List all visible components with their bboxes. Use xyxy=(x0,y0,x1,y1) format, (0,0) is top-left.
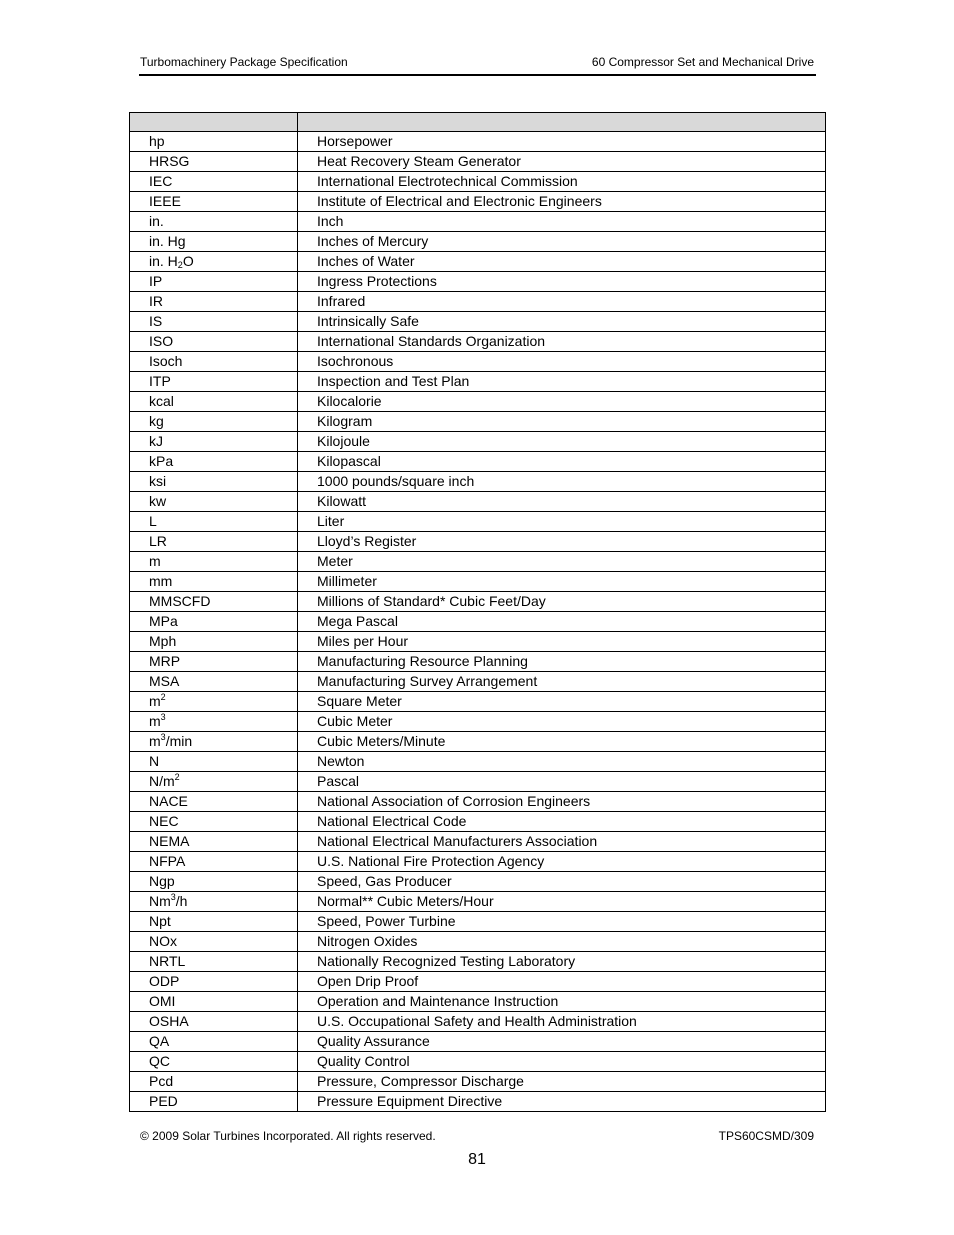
table-row xyxy=(130,232,826,252)
table-row xyxy=(130,912,826,932)
meaning-cell: Inches of Mercury xyxy=(298,232,826,252)
meaning-cell: Operation and Maintenance Instruction xyxy=(298,992,826,1012)
running-header-section: 60 Compressor Set and Mechanical Drive xyxy=(591,55,814,69)
table-row xyxy=(130,832,826,852)
meaning-cell: Pascal xyxy=(298,772,826,792)
meaning-cell: Horsepower xyxy=(298,132,826,152)
meaning-cell: 1000 pounds/square inch xyxy=(298,472,826,492)
abbreviation-cell: MRP xyxy=(130,652,298,672)
abbreviation-cell: mm xyxy=(130,572,298,592)
meaning-cell: Quality Assurance xyxy=(298,1032,826,1052)
meaning-cell: Quality Control xyxy=(298,1052,826,1072)
abbreviation-cell: Ngp xyxy=(130,872,298,892)
meaning-cell: Kilopascal xyxy=(298,452,826,472)
meaning-cell: Liter xyxy=(298,512,826,532)
abbreviation-cell: Nm$^3$/h xyxy=(130,892,298,912)
table-row xyxy=(130,512,826,532)
abbreviation-cell: L xyxy=(130,512,298,532)
abbreviation-cell: ITP xyxy=(130,372,298,392)
abbreviation-cell: $m^2$ xyxy=(130,692,298,712)
table-row xyxy=(130,532,826,552)
table-row xyxy=(130,272,826,292)
abbreviation-cell: in. xyxy=(130,212,298,232)
table-row xyxy=(130,1052,826,1072)
meaning-cell: Kilocalorie xyxy=(298,392,826,412)
abbreviation-cell: NEC xyxy=(130,812,298,832)
abbreviation-cell: Mph xyxy=(130,632,298,652)
meaning-cell: Kilogram xyxy=(298,412,826,432)
abbreviation-cell: OMI xyxy=(130,992,298,1012)
table-row xyxy=(130,852,826,872)
meaning-cell: Meter xyxy=(298,552,826,572)
meaning-cell: International Electrotechnical Commission xyxy=(298,172,826,192)
table-row xyxy=(130,1072,826,1092)
meaning-cell: Inch xyxy=(298,212,826,232)
abbreviation-cell: ksi xyxy=(130,472,298,492)
table-row xyxy=(130,732,826,752)
meaning-cell: Open Drip Proof xyxy=(298,972,826,992)
abbreviation-cell: in. Hg xyxy=(130,232,298,252)
meaning-cell: Intrinsically Safe xyxy=(298,312,826,332)
abbreviation-cell: PED xyxy=(130,1092,298,1112)
table-header-cell xyxy=(298,113,826,132)
meaning-cell: Manufacturing Survey Arrangement xyxy=(298,672,826,692)
abbreviation-cell: Isoch xyxy=(130,352,298,372)
abbreviation-cell: NFPA xyxy=(130,852,298,872)
table-row xyxy=(130,412,826,432)
abbreviation-cell: QC xyxy=(130,1052,298,1072)
table-header-row xyxy=(130,113,826,132)
table-row xyxy=(130,372,826,392)
page-number: 81 xyxy=(468,1151,486,1168)
meaning-cell: National Electrical Code xyxy=(298,812,826,832)
abbreviation-cell: in. $H_2O$ xyxy=(130,252,298,272)
document-id: TPS60CSMD/309 xyxy=(718,1129,814,1143)
abbreviation-cell: NRTL xyxy=(130,952,298,972)
table-row xyxy=(130,792,826,812)
abbreviation-cell: Pcd xyxy=(130,1072,298,1092)
abbreviation-cell: kw xyxy=(130,492,298,512)
meaning-cell: Pressure Equipment Directive xyxy=(298,1092,826,1112)
running-header-title: Turbomachinery Package Specification xyxy=(140,55,348,69)
table-row xyxy=(130,192,826,212)
abbreviation-cell: HRSG xyxy=(130,152,298,172)
table-row xyxy=(130,712,826,732)
meaning-cell: Square Meter xyxy=(298,692,826,712)
abbreviation-cell: hp xyxy=(130,132,298,152)
table-row xyxy=(130,692,826,712)
table-row xyxy=(130,612,826,632)
abbreviation-cell: IEEE xyxy=(130,192,298,212)
abbreviation-cell: $N/m^2$ xyxy=(130,772,298,792)
meaning-cell: National Electrical Manufacturers Association xyxy=(298,832,826,852)
abbreviation-cell: NOx xyxy=(130,932,298,952)
table-row xyxy=(130,632,826,652)
meaning-cell: Isochronous xyxy=(298,352,826,372)
abbreviation-cell: kg xyxy=(130,412,298,432)
abbreviation-cell: $m^3/\min$ xyxy=(130,732,298,752)
table-row xyxy=(130,292,826,312)
meaning-cell: Millions of Standard* Cubic Feet/Day xyxy=(298,592,826,612)
table-row xyxy=(130,172,826,192)
meaning-cell: Pressure, Compressor Discharge xyxy=(298,1072,826,1092)
abbreviations-table xyxy=(129,112,826,1112)
table-row xyxy=(130,892,826,912)
meaning-cell: Cubic Meter xyxy=(298,712,826,732)
table-row xyxy=(130,992,826,1012)
table-row xyxy=(130,772,826,792)
meaning-cell: Heat Recovery Steam Generator xyxy=(298,152,826,172)
table-row xyxy=(130,672,826,692)
abbreviation-cell: QA xyxy=(130,1032,298,1052)
table-row xyxy=(130,932,826,952)
abbreviation-cell: IEC xyxy=(130,172,298,192)
meaning-cell: International Standards Organization xyxy=(298,332,826,352)
table-row xyxy=(130,812,826,832)
meaning-cell: Kilowatt xyxy=(298,492,826,512)
table-row xyxy=(130,1032,826,1052)
abbreviation-cell: MPa xyxy=(130,612,298,632)
table-row xyxy=(130,312,826,332)
meaning-cell: Inches of Water xyxy=(298,252,826,272)
abbreviation-cell: ODP xyxy=(130,972,298,992)
table-row xyxy=(130,592,826,612)
meaning-cell: Speed, Gas Producer xyxy=(298,872,826,892)
meaning-cell: Kilojoule xyxy=(298,432,826,452)
abbreviation-cell: IP xyxy=(130,272,298,292)
table-row xyxy=(130,332,826,352)
table-row xyxy=(130,652,826,672)
abbreviation-cell: kJ xyxy=(130,432,298,452)
meaning-cell: Miles per Hour xyxy=(298,632,826,652)
abbreviation-cell: m xyxy=(130,552,298,572)
table-row xyxy=(130,752,826,772)
table-row xyxy=(130,552,826,572)
table-row xyxy=(130,152,826,172)
abbreviation-cell: MMSCFD xyxy=(130,592,298,612)
meaning-cell: Newton xyxy=(298,752,826,772)
table-row xyxy=(130,952,826,972)
abbreviation-cell: kcal xyxy=(130,392,298,412)
meaning-cell: Manufacturing Resource Planning xyxy=(298,652,826,672)
abbreviation-cell: N xyxy=(130,752,298,772)
meaning-cell: U.S. Occupational Safety and Health Administration xyxy=(298,1012,826,1032)
meaning-cell: Inspection and Test Plan xyxy=(298,372,826,392)
meaning-cell: Speed, Power Turbine xyxy=(298,912,826,932)
table-row xyxy=(130,872,826,892)
meaning-cell: Nitrogen Oxides xyxy=(298,932,826,952)
meaning-cell: Ingress Protections xyxy=(298,272,826,292)
meaning-cell: Millimeter xyxy=(298,572,826,592)
table-row xyxy=(130,1092,826,1112)
table-row xyxy=(130,492,826,512)
meaning-cell: Institute of Electrical and Electronic Engineers xyxy=(298,192,826,212)
abbreviation-cell: OSHA xyxy=(130,1012,298,1032)
abbreviation-cell: NEMA xyxy=(130,832,298,852)
header-rule xyxy=(139,74,816,76)
copyright-notice: © 2009 Solar Turbines Incorporated. All rights reserved. xyxy=(140,1129,436,1143)
abbreviation-cell: LR xyxy=(130,532,298,552)
table-row xyxy=(130,212,826,232)
abbreviation-cell: kPa xyxy=(130,452,298,472)
table-row xyxy=(130,252,826,272)
table-header-cell xyxy=(130,113,298,132)
abbreviation-cell: IS xyxy=(130,312,298,332)
meaning-cell: Cubic Meters/Minute xyxy=(298,732,826,752)
table-row xyxy=(130,972,826,992)
abbreviation-cell: Npt xyxy=(130,912,298,932)
table-row xyxy=(130,132,826,152)
meaning-cell: Mega Pascal xyxy=(298,612,826,632)
meaning-cell: National Association of Corrosion Engineers xyxy=(298,792,826,812)
table-row xyxy=(130,1012,826,1032)
abbreviation-cell: ISO xyxy=(130,332,298,352)
table-row xyxy=(130,452,826,472)
meaning-cell: U.S. National Fire Protection Agency xyxy=(298,852,826,872)
abbreviation-cell: $m^3$ xyxy=(130,712,298,732)
abbreviation-cell: MSA xyxy=(130,672,298,692)
meaning-cell: Nationally Recognized Testing Laboratory xyxy=(298,952,826,972)
meaning-cell: Infrared xyxy=(298,292,826,312)
meaning-cell: Normal** Cubic Meters/Hour xyxy=(298,892,826,912)
table-row xyxy=(130,392,826,412)
table-row xyxy=(130,432,826,452)
table-row xyxy=(130,572,826,592)
meaning-cell: Lloyd’s Register xyxy=(298,532,826,552)
abbreviation-cell: NACE xyxy=(130,792,298,812)
table-row xyxy=(130,472,826,492)
abbreviation-cell: IR xyxy=(130,292,298,312)
table-row xyxy=(130,352,826,372)
